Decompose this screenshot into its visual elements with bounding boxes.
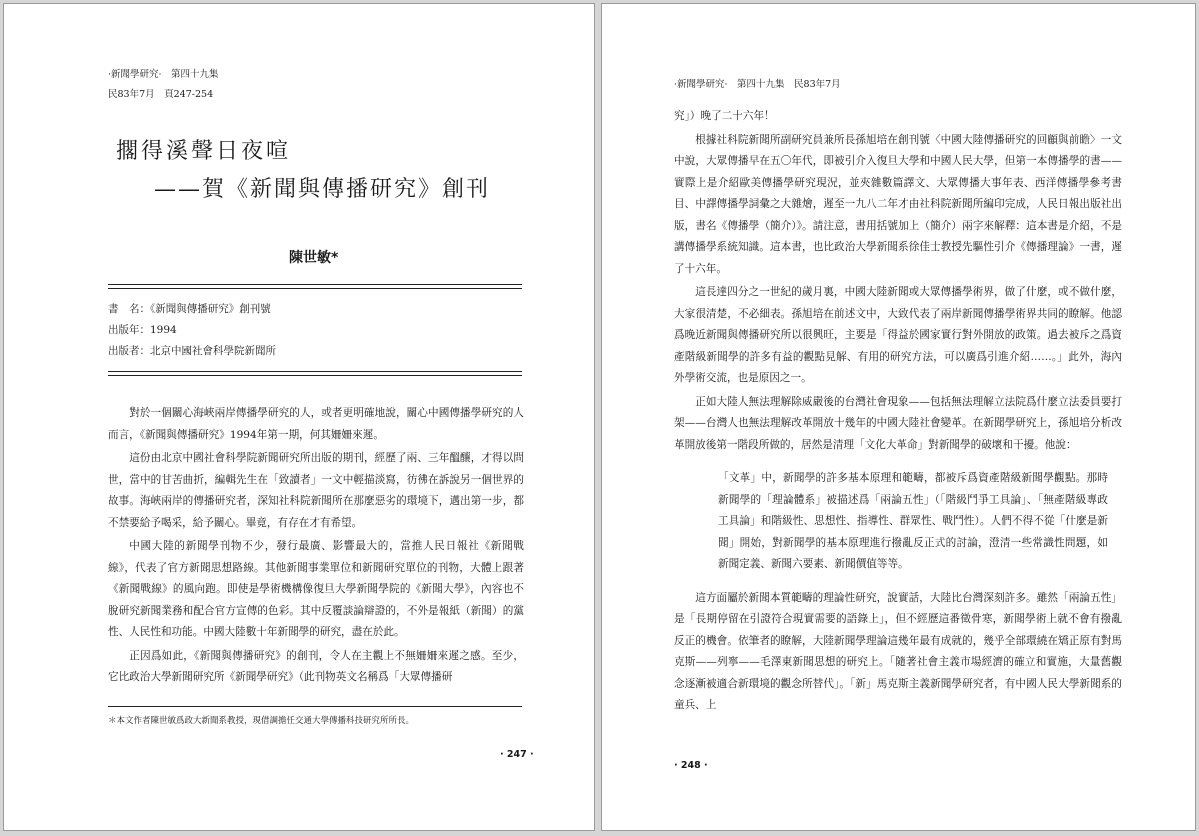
paragraph: 根據社科院新聞所副研究員兼所長孫旭培在創刊號〈中國大陸傳播研究的回顧與前瞻〉一文中說，大眾傳播早在五〇年代，即被引介入復旦大學和中國人民大學，但第一本傳播學的書——實際上是介紹歐美傳播學研究現況，並夾雜數篇譯文、大眾傳播大事年表、西洋傳播學參考書目、中譯傳播學詞彙之大雜燴，遲至一九八二年才由社科院新聞所編印完成，人民日報出版社出版，書名《傳播學（簡介）》。請注意，書用括號加上（簡介）兩字來解釋：這本書是介紹，不是講傳播學系統知識。這本書，也比政治大學新聞系徐佳士教授先驅性引介《傳播理論》一書，遲了十六年。 — [674, 133, 1122, 275]
issue-info: 民83年7月 頁247-254 — [108, 89, 214, 100]
journal-header: ·新聞學研究· 第四十九集 — [108, 69, 219, 80]
book-title: 書 名：《新聞與傳播研究》創刊號 — [108, 303, 271, 315]
paragraph: 對於一個關心海峽兩岸傳播學研究的人，或者更明確地說，關心中國傳播學研究的人而言，《新聞與傳播研究》1994年第一期，何其姍姍來遲。 — [108, 407, 524, 441]
divider-bottom — [108, 371, 522, 372]
paragraph: 這份由北京中國社會科學院新聞研究所出版的期刊，經歷了兩、三年醞釀，才得以問世，當中的甘苦曲折，編輯先生在「致讀者」一文中輕描淡寫，彷彿在訴說另一個世界的故事。海峽兩岸的傳播研究者，深知社科院新聞所在那麼惡劣的環境下，邁出第一步，都不禁要給予喝采，給予關心。畢竟，有存在才有希望。 — [108, 452, 524, 529]
book-info — [108, 299, 276, 362]
page-number: · 247 · — [500, 749, 534, 760]
paragraph: 究」）晚了二十六年！ — [674, 110, 775, 122]
block-quote: 「文革」中，新聞學的許多基本原理和範疇，都被斥爲資產階級新聞學觀點。那時新聞學的「理論體系」被描述爲「兩論五性」（「階級鬥爭工具論」、「無產階級專政工具論」和階級性、思想性、指導性、群眾性、戰鬥性）。人們不得不從「什麼是新聞」開始，對新聞學的基本原理進行撥亂反正式的討論，澄清一些常識性問題，如新聞定義、新聞六要素、新聞價值等等。 — [718, 472, 1108, 570]
author-footnote: ＊本文作者陳世敏爲政大新聞系教授，現借調擔任交通大學傳播科技研究所所長。 — [108, 716, 415, 726]
journal-header: ·新聞學研究· 第四十九集 民83年7月 — [674, 79, 841, 90]
page-number: · 248 · — [674, 760, 708, 771]
paragraph: 正因爲如此，《新聞與傳播研究》的創刊，令人在主觀上不無姍姍來遲之感。至少，它比政治大學新聞研究所《新聞學研究》（此刊物英文名稱爲「大眾傳播研 — [108, 649, 524, 683]
paragraph: 正如大陸人無法理解除威嚴後的台灣社會現象——包括無法理解立法院爲什麼立法委員要打架——台灣人也無法理解改革開放十幾年的中國大陸社會變革。在新聞學研究上，孫旭培分析改革開放後第一階段所做的，居然是清理「文化大革命」對新聞學的破壞和干擾。他說： — [674, 395, 1122, 451]
paragraph: 這長達四分之一世紀的歲月裏，中國大陸新聞或大眾傳播學術界，做了什麼，或不做什麼，大家很清楚，不必細表。孫旭培在前述文中，大致代表了兩岸新聞傳播學術界共同的瞭解。他認爲晚近新聞與傳播研究所以很興旺，主要是「得益於國家實行對外開放的政策。過去被斥之爲資產階級新聞學的許多有益的觀點見解、有用的研究方法，可以廣爲引進介紹……。」此外，海內外學術交流，也是原因之一。 — [674, 286, 1122, 384]
page-248 — [601, 3, 1196, 831]
divider-top — [108, 284, 522, 285]
article-body — [108, 403, 524, 691]
article-title: 擱得溪聲日夜喧 — [116, 139, 292, 164]
book-publisher: 出版者：北京中國社會科學院新聞所 — [108, 345, 276, 357]
article-subtitle: ——賀《新聞與傳播研究》創刊 — [154, 177, 491, 202]
book-year: 出版年：1994 — [108, 324, 177, 336]
article-body — [674, 106, 1122, 719]
page-247 — [3, 3, 595, 831]
author-name: 陳世敏* — [289, 250, 339, 266]
paragraph: 中國大陸的新聞學刊物不少，發行最廣、影響最大的，當推人民日報社《新聞戰線》，代表了官方新聞思想路線。其他新聞事業單位和新聞研究單位的刊物，大體上跟著《新聞戰線》的風向跑。即使是學術機構像復旦大學新聞學院的《新聞大學》，內容也不脫研究新聞業務和配合官方宣傳的色彩。其中反覆談論辯證的，不外是報紙（新聞）的黨性、人民性和功能。中國大陸數十年新聞學的研究，盡在於此。 — [108, 540, 524, 638]
divider-top-double — [108, 288, 522, 289]
footnote-divider — [108, 706, 522, 707]
paragraph: 這方面屬於新聞本質範疇的理論性研究，說實話，大陸比台灣深刻許多。雖然「兩論五性」是「長期停留在引證符合現實需要的語錄上」，但不經歷這番徵骨寒，新聞學術上就不會有撥亂反正的機會。依筆者的瞭解，大陸新聞學理論這幾年最有成就的，幾乎全部環繞在矯正原有對馬克斯——列寧——毛澤東新聞思想的研究上。「隨著社會主義市場經濟的確立和實施，大量舊觀念逐漸被適合新環境的觀念所替代」。「新」馬克斯主義新聞學研究者，有中國人民大學新聞系的童兵、上 — [674, 591, 1122, 711]
divider-bottom-double — [108, 375, 522, 376]
